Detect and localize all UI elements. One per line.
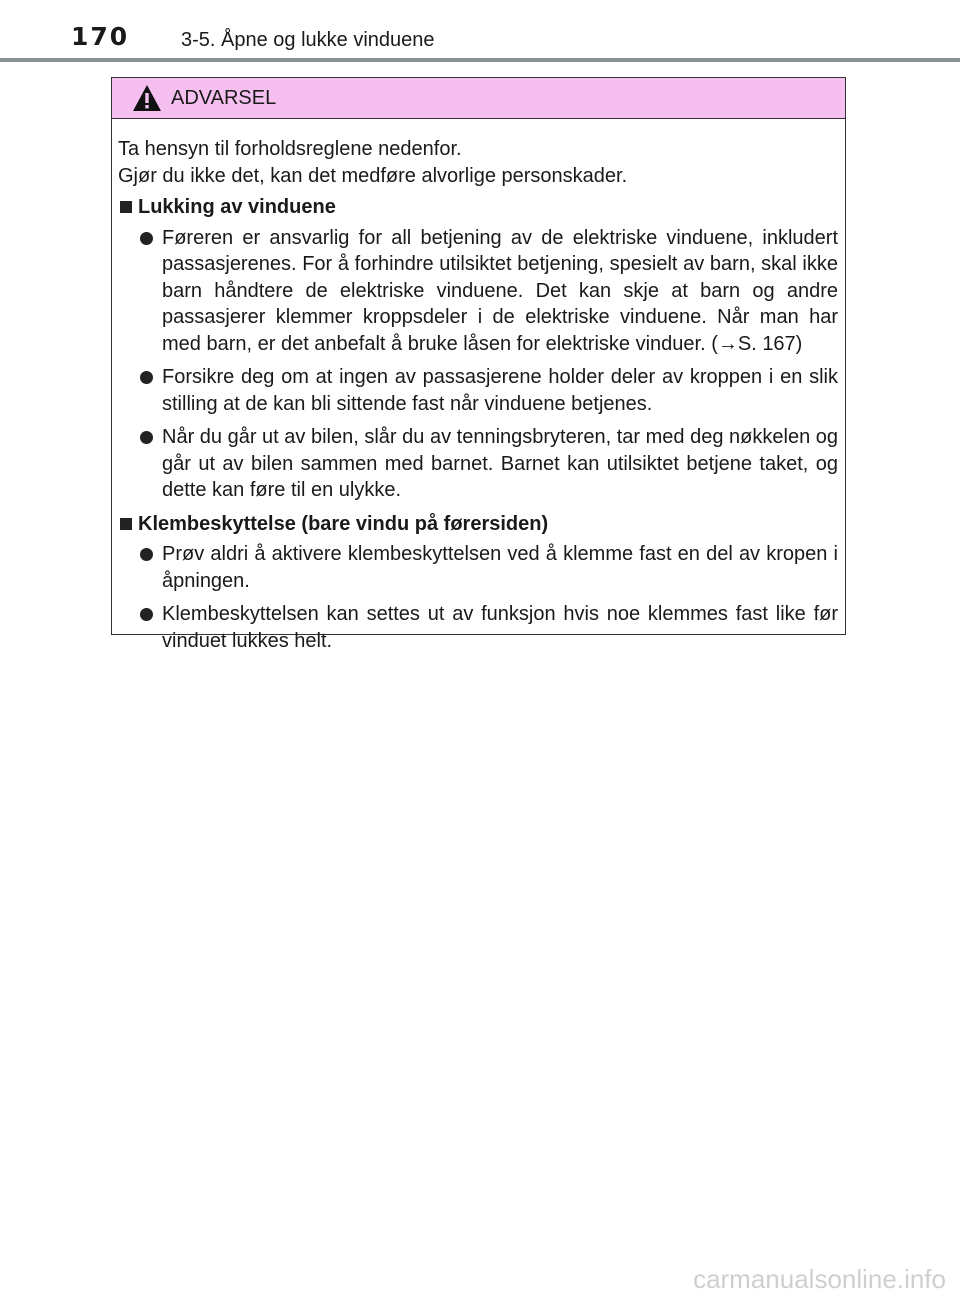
section-heading-text: Lukking av vinduene <box>138 196 336 218</box>
bullet-icon <box>140 548 153 561</box>
intro-line: Ta hensyn til forholdsreglene nedenfor. <box>118 138 462 160</box>
warning-intro <box>118 136 838 189</box>
warning-label: ADVARSEL <box>171 87 277 109</box>
section-heading <box>118 511 838 538</box>
list-item <box>118 541 838 594</box>
list-item-text: Forsikre deg om at ingen av passasjerene holder deler av kroppen i en slik stilling at de kan bli sittende fast når vinduene betjenes. <box>162 366 838 415</box>
intro-line: Gjør du ikke det, kan det medføre alvorlige personskader. <box>118 164 628 187</box>
section-title: 3-5. Åpne og lukke vinduene <box>181 29 435 51</box>
warning-header <box>112 78 845 119</box>
list-item <box>118 364 838 417</box>
page-number: 170 <box>71 22 130 51</box>
list-item <box>118 424 838 504</box>
warning-body <box>112 119 845 654</box>
section-heading <box>118 194 838 221</box>
bullet-icon <box>140 431 153 444</box>
list-item-text: Føreren er ansvarlig for all betjening av de elektriske vinduene, inkludert passasjerenes. For å forhindre utilsiktet betjening, spesielt av barn, skal ikke barn håndtere de elektriske vinduene. Det kan skje at barn og andre passasjerer klemmer kroppsdeler i de elektriske vinduene. Når man har med barn, er det anbefalt å bruke låsen for elektriske vinduer. (→S. 167) <box>162 226 838 355</box>
square-bullet-icon <box>120 201 132 213</box>
watermark: carmanualsonline.info <box>693 1264 946 1294</box>
list-item-text: Klembeskyttelsen kan settes ut av funksjon hvis noe klemmes fast like før vinduet lukkes helt. <box>162 603 838 652</box>
warning-box <box>111 77 846 652</box>
bullet-icon <box>140 608 153 621</box>
list-item <box>118 601 838 654</box>
header-rule <box>0 58 960 62</box>
warning-triangle-icon <box>132 84 162 112</box>
list-item-text: Når du går ut av bilen, slår du av tenningsbryteren, tar med deg nøkkelen og går ut av bilen sammen med barnet. Barnet kan utilsiktet betjene taket, og dette kan føre til en ulykke. <box>162 426 838 501</box>
list-item-text: Prøv aldri å aktivere klembeskyttelsen ved å klemme fast en del av kropen i åpningen. <box>162 543 838 592</box>
page-header <box>0 0 960 62</box>
list-item <box>118 225 838 358</box>
bullet-icon <box>140 371 153 384</box>
square-bullet-icon <box>120 518 132 530</box>
bullet-icon <box>140 232 153 245</box>
section-heading-text: Klembeskyttelse (bare vindu på førersiden) <box>138 512 549 535</box>
